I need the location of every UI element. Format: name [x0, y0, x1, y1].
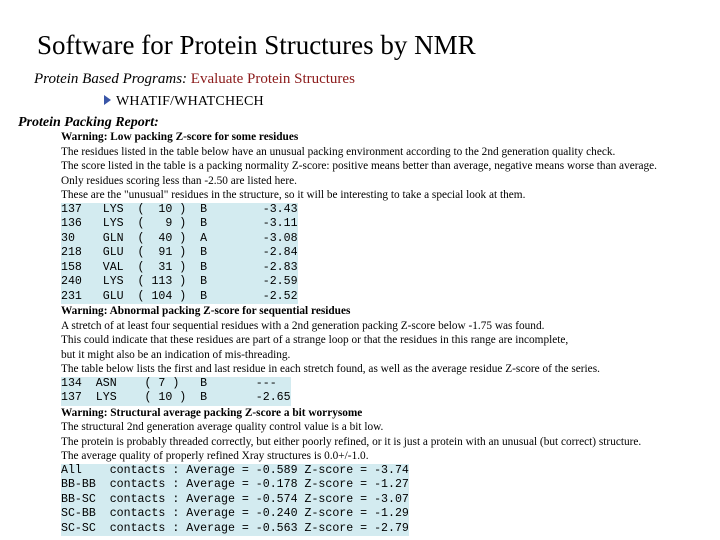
table-row: SC-BB contacts : Average = -0.240 Z-score = -1.29 — [61, 507, 409, 520]
report-heading: Protein Packing Report: — [18, 115, 159, 130]
table-row: 231 GLU ( 104 ) B -2.52 — [61, 289, 298, 303]
bullet-text: WHATIF/WHATCHECH — [116, 94, 264, 109]
table-row: All contacts : Average = -0.589 Z-score = -3.74 — [61, 463, 409, 477]
table-row: 30 GLN ( 40 ) A -3.08 — [61, 231, 298, 245]
contacts-table — [61, 464, 409, 537]
residue-table — [61, 203, 298, 305]
text-line: The protein is probably threaded correctly, but either poorly refined, or it is just a protein with an unusual (but correct) structure. — [61, 435, 642, 448]
stretch-table — [61, 377, 291, 406]
text-line: The average quality of properly refined Xray structures is 0.0+/-1.0. — [61, 450, 369, 462]
subtitle — [34, 71, 355, 88]
text-line: but it might also be an indication of mis-threading. — [61, 348, 291, 361]
subtitle-label: Protein Based Programs: — [34, 71, 188, 87]
subtitle-highlight: Evaluate Protein Structures — [190, 71, 355, 87]
warning-structural: Warning: Structural average packing Z-score a bit worrysome — [61, 406, 363, 419]
text-line: The structural 2nd generation average quality control value is a bit low. — [61, 421, 384, 433]
warning-low-packing: Warning: Low packing Z-score for some residues — [61, 131, 299, 143]
table-row: BB-SC contacts : Average = -0.574 Z-score = -3.07 — [61, 492, 409, 506]
table-row: 218 GLU ( 91 ) B -2.84 — [61, 246, 298, 259]
report-body — [61, 130, 711, 536]
table-row: 137 LYS ( 10 ) B -3.43 — [61, 202, 298, 216]
table-row: BB-BB contacts : Average = -0.178 Z-score = -1.27 — [61, 478, 409, 491]
table-row: 158 VAL ( 31 ) B -2.83 — [61, 260, 298, 274]
table-row: 240 LYS ( 113 ) B -2.59 — [61, 275, 298, 288]
table-row: 137 LYS ( 10 ) B -2.65 — [61, 391, 291, 404]
text-line: A stretch of at least four sequential residues with a 2nd generation packing Z-score below -1.75 was found. — [61, 319, 545, 332]
table-row: 134 ASN ( 7 ) B --- — [61, 376, 277, 390]
table-row: SC-SC contacts : Average = -0.563 Z-score = -2.79 — [61, 521, 409, 535]
text-line: The residues listed in the table below have an unusual packing environment according to the 2nd generation quality check. — [61, 145, 616, 158]
text-line: This could indicate that these residues are part of a strange loop or that the residues in this range are incomplete, — [61, 334, 569, 346]
table-row: 136 LYS ( 9 ) B -3.11 — [61, 217, 298, 230]
text-line: The table below lists the first and last residue in each stretch found, as well as the average residue Z-score of the series. — [61, 363, 600, 375]
bullet-item — [104, 92, 264, 110]
triangle-bullet-icon — [104, 95, 111, 105]
text-line: Only residues scoring less than -2.50 are listed here. — [61, 174, 297, 187]
page-title: Software for Protein Structures by NMR — [37, 30, 476, 60]
warning-sequential: Warning: Abnormal packing Z-score for sequential residues — [61, 305, 351, 317]
text-line: These are the "unusual" residues in the structure, so it will be interesting to take a special look at them. — [61, 189, 526, 201]
text-line: The score listed in the table is a packing normality Z-score: positive means better than average, negative means worse than average. — [61, 160, 657, 172]
